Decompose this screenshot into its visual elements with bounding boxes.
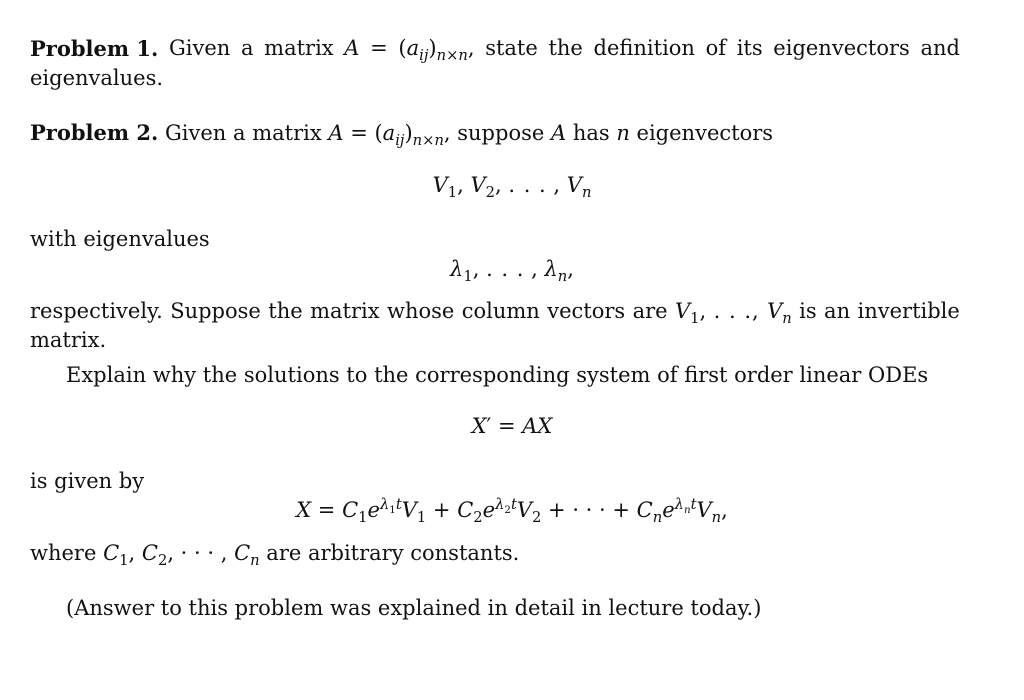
with-eigenvalues-text: with eigenvalues <box>30 227 210 251</box>
problem2-intro: Problem 2. Given a matrix $A = (a_{ij})_{n\times n}$, suppose A has n eigenvectors <box>30 120 774 150</box>
solution-display: $X = C_1e^{\lambda_1t}V_1 + C_2e^{\lambda_2t}V_2$ + · · · + $C_ne^{\lambda_nt}V_n$, <box>296 496 728 527</box>
problem1-line2: eigenvalues. <box>30 66 164 90</box>
eigenvectors-display: $V_1$, $V_2$, . . . , $V_n$ <box>432 173 592 202</box>
problem1-line1: Problem 1. Given a matrix A = $(a_{ij})_{n\times n}$, state the definition of its eigenvectors and <box>30 36 960 65</box>
problem2-heading: Problem 2. <box>30 120 159 145</box>
ode-display: X′ = AX <box>471 414 553 438</box>
explain-line: Explain why the solutions to the corresponding system of first order linear ODEs <box>66 363 929 387</box>
answer-note: (Answer to this problem was explained in detail in lecture today.) <box>66 596 762 620</box>
where-line: where $C_1$, $C_2$, · · · , $C_n$ are arbitrary constants. <box>30 541 520 570</box>
is-given-by-text: is given by <box>30 469 145 493</box>
problem1-heading: Problem 1. <box>30 36 159 61</box>
respectively-line1: respectively. Suppose the matrix whose column vectors are $V_1$, . . ., $V_n$ is an invertible <box>30 299 960 328</box>
eigenvalues-display: $\lambda_1$, . . . , $\lambda_n$, <box>450 257 574 286</box>
respectively-line2: matrix. <box>30 328 107 352</box>
